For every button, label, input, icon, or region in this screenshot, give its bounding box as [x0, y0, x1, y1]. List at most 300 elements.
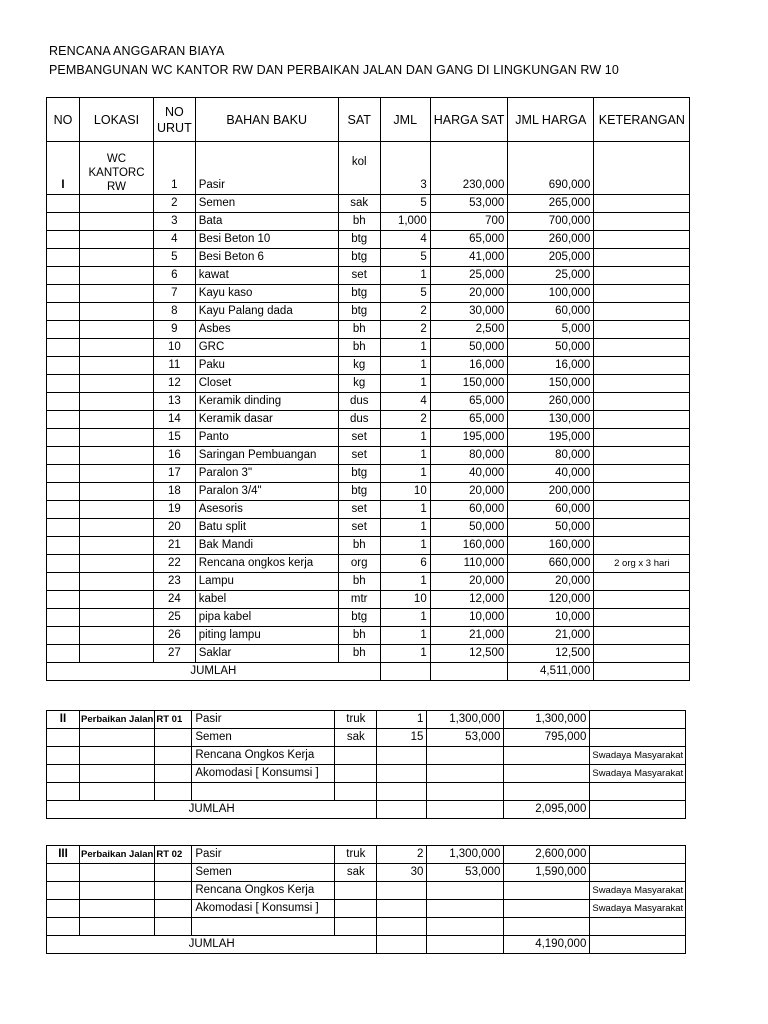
quantity-cell: [377, 765, 427, 783]
unit-cell: sak: [338, 195, 380, 213]
section-number: [47, 900, 80, 918]
section-number: [47, 231, 80, 249]
table-row: [47, 864, 686, 882]
material-name: Kayu Palang dada: [195, 303, 338, 321]
rt-cell: [155, 765, 192, 783]
note-cell: [594, 375, 690, 393]
row-number: 19: [154, 501, 196, 519]
quantity-cell: 1: [380, 519, 430, 537]
note-cell: [594, 357, 690, 375]
total-price-cell: 25,000: [508, 267, 594, 285]
section-number: [47, 393, 80, 411]
location-cell: [80, 483, 154, 501]
total-price-cell: 195,000: [508, 429, 594, 447]
section-number: [47, 213, 80, 231]
unit-price-cell: 230,000: [430, 142, 508, 195]
quantity-cell: [377, 882, 427, 900]
section-number: [47, 519, 80, 537]
section-number: [47, 573, 80, 591]
note-cell: [594, 195, 690, 213]
note-cell: [594, 393, 690, 411]
note-cell: [594, 609, 690, 627]
total-empty: [430, 663, 508, 681]
quantity-cell: 1: [380, 573, 430, 591]
unit-cell: bh: [338, 321, 380, 339]
section-number: [47, 645, 80, 663]
material-name: Paralon 3/4": [195, 483, 338, 501]
row-number: 23: [154, 573, 196, 591]
section-number: [47, 747, 80, 765]
header-sat: SAT: [338, 98, 380, 142]
unit-cell: set: [338, 519, 380, 537]
location-cell: [80, 267, 154, 285]
section-number: [47, 537, 80, 555]
location-cell: [80, 573, 154, 591]
total-empty: [590, 936, 686, 954]
rt-cell: [155, 882, 192, 900]
unit-price-cell: 110,000: [430, 555, 508, 573]
section-number: III: [47, 846, 80, 864]
row-number: 14: [154, 411, 196, 429]
material-name: Akomodasi [ Konsumsi ]: [192, 765, 335, 783]
table-row: [47, 846, 686, 864]
budget-table-wc: [46, 97, 690, 681]
row-number: 1: [154, 142, 196, 195]
section-number: [47, 765, 80, 783]
location-cell: [80, 537, 154, 555]
unit-price-cell: 65,000: [430, 393, 508, 411]
empty-cell: [335, 918, 377, 936]
quantity-cell: 2: [377, 846, 427, 864]
header-no: NO: [47, 98, 80, 142]
total-price-cell: 260,000: [508, 231, 594, 249]
location-cell: [80, 882, 155, 900]
note-cell: [594, 411, 690, 429]
material-name: pipa kabel: [195, 609, 338, 627]
section-number: [47, 303, 80, 321]
section-number: [47, 627, 80, 645]
quantity-cell: 1: [380, 537, 430, 555]
row-number: 2: [154, 195, 196, 213]
quantity-cell: 1: [380, 645, 430, 663]
total-row: [47, 801, 686, 819]
material-name: Bata: [195, 213, 338, 231]
section-number: [47, 285, 80, 303]
header-lokasi: LOKASI: [80, 98, 154, 142]
row-number: 5: [154, 249, 196, 267]
total-price-cell: 2,600,000: [504, 846, 590, 864]
table-row: [47, 645, 690, 663]
location-cell: [80, 864, 155, 882]
unit-price-cell: 12,500: [430, 645, 508, 663]
table-row: [47, 267, 690, 285]
total-price-cell: 260,000: [508, 393, 594, 411]
unit-cell: kg: [338, 375, 380, 393]
unit-cell: btg: [338, 483, 380, 501]
empty-cell: [590, 918, 686, 936]
location-cell: [80, 627, 154, 645]
table-row: [47, 249, 690, 267]
empty-cell: [47, 918, 80, 936]
unit-cell: btg: [338, 609, 380, 627]
row-number: 21: [154, 537, 196, 555]
quantity-cell: 1: [377, 711, 427, 729]
unit-cell: sak: [335, 729, 377, 747]
unit-cell: set: [338, 447, 380, 465]
quantity-cell: 10: [380, 483, 430, 501]
material-name: Pasir: [195, 142, 338, 195]
material-name: GRC: [195, 339, 338, 357]
empty-cell: [155, 918, 192, 936]
note-cell: [594, 231, 690, 249]
table-row: [47, 357, 690, 375]
budget-table-road-rt01: [46, 710, 686, 819]
section-number: [47, 249, 80, 267]
quantity-cell: 4: [380, 231, 430, 249]
unit-price-cell: 160,000: [430, 537, 508, 555]
location-cell: [80, 501, 154, 519]
section-number: [47, 321, 80, 339]
location-cell: [80, 519, 154, 537]
total-price-cell: 690,000: [508, 142, 594, 195]
empty-cell: [377, 918, 427, 936]
note-cell: [594, 645, 690, 663]
note-cell: [594, 501, 690, 519]
note-cell: [590, 711, 686, 729]
unit-cell: [335, 882, 377, 900]
section-number: [47, 882, 80, 900]
table-row: [47, 483, 690, 501]
section-number: [47, 411, 80, 429]
total-price-cell: 10,000: [508, 609, 594, 627]
total-price-cell: 795,000: [504, 729, 590, 747]
empty-cell: [192, 783, 335, 801]
table-row: [47, 375, 690, 393]
table-row: [47, 447, 690, 465]
material-name: Lampu: [195, 573, 338, 591]
location-cell: [80, 465, 154, 483]
quantity-cell: 1: [380, 339, 430, 357]
unit-price-cell: 41,000: [430, 249, 508, 267]
row-number: 18: [154, 483, 196, 501]
table-row: [47, 609, 690, 627]
location-cell: [80, 195, 154, 213]
location-cell: [80, 447, 154, 465]
unit-cell: kg: [338, 357, 380, 375]
row-number: 6: [154, 267, 196, 285]
note-cell: [594, 142, 690, 195]
section-number: [47, 609, 80, 627]
row-number: 11: [154, 357, 196, 375]
unit-cell: org: [338, 555, 380, 573]
table-row: [47, 573, 690, 591]
unit-cell: btg: [338, 249, 380, 267]
quantity-cell: 1: [380, 429, 430, 447]
unit-price-cell: 20,000: [430, 285, 508, 303]
material-name: Akomodasi [ Konsumsi ]: [192, 900, 335, 918]
total-empty: [427, 801, 504, 819]
unit-price-cell: 12,000: [430, 591, 508, 609]
quantity-cell: 1: [380, 627, 430, 645]
unit-price-cell: 20,000: [430, 573, 508, 591]
total-empty: [427, 936, 504, 954]
header-jml: JML: [380, 98, 430, 142]
rt-cell: [155, 747, 192, 765]
note-cell: Swadaya Masyarakat: [590, 747, 686, 765]
section-number: [47, 357, 80, 375]
note-cell: [594, 339, 690, 357]
quantity-cell: 1: [380, 375, 430, 393]
unit-price-cell: 50,000: [430, 519, 508, 537]
material-name: Semen: [192, 729, 335, 747]
location-cell: [80, 339, 154, 357]
header-keterangan: KETERANGAN: [594, 98, 690, 142]
location-cell: [80, 591, 154, 609]
unit-cell: bh: [338, 627, 380, 645]
total-price-cell: 60,000: [508, 303, 594, 321]
row-number: 16: [154, 447, 196, 465]
total-price-cell: [504, 747, 590, 765]
quantity-cell: [377, 747, 427, 765]
unit-cell: [335, 747, 377, 765]
total-empty: [377, 936, 427, 954]
note-cell: [594, 267, 690, 285]
total-price-cell: 16,000: [508, 357, 594, 375]
note-cell: [594, 429, 690, 447]
total-price-cell: 160,000: [508, 537, 594, 555]
unit-cell: truk: [335, 711, 377, 729]
note-cell: [594, 285, 690, 303]
table-row: [47, 900, 686, 918]
unit-price-cell: 65,000: [430, 231, 508, 249]
row-number: 12: [154, 375, 196, 393]
table-row: [47, 519, 690, 537]
location-cell: [80, 285, 154, 303]
note-cell: [594, 573, 690, 591]
unit-price-cell: 53,000: [427, 864, 504, 882]
quantity-cell: 1: [380, 447, 430, 465]
table-row: [47, 321, 690, 339]
quantity-cell: [377, 900, 427, 918]
location-cell: [80, 393, 154, 411]
location-cell: [80, 213, 154, 231]
material-name: Pasir: [192, 846, 335, 864]
row-number: 25: [154, 609, 196, 627]
note-cell: [594, 537, 690, 555]
unit-price-cell: [427, 882, 504, 900]
unit-cell: btg: [338, 465, 380, 483]
quantity-cell: 6: [380, 555, 430, 573]
quantity-cell: 3: [380, 142, 430, 195]
total-price-cell: [504, 882, 590, 900]
rt-cell: [155, 729, 192, 747]
unit-cell: truk: [335, 846, 377, 864]
quantity-cell: 1: [380, 501, 430, 519]
unit-cell: bh: [338, 339, 380, 357]
section-number: [47, 339, 80, 357]
row-number: 27: [154, 645, 196, 663]
unit-price-cell: 16,000: [430, 357, 508, 375]
material-name: Besi Beton 6: [195, 249, 338, 267]
note-cell: [594, 483, 690, 501]
section-number: [47, 195, 80, 213]
total-price-cell: 130,000: [508, 411, 594, 429]
empty-cell: [427, 918, 504, 936]
quantity-cell: 2: [380, 411, 430, 429]
section-number: [47, 501, 80, 519]
unit-price-cell: [427, 765, 504, 783]
quantity-cell: 1: [380, 465, 430, 483]
table-row: [47, 195, 690, 213]
budget-table-road-rt02: [46, 845, 686, 954]
quantity-cell: 30: [377, 864, 427, 882]
section-number: [47, 447, 80, 465]
quantity-cell: 2: [380, 303, 430, 321]
section-number: II: [47, 711, 80, 729]
total-price-cell: 1,300,000: [504, 711, 590, 729]
header-bahan-baku: BAHAN BAKU: [195, 98, 338, 142]
table-row: [47, 285, 690, 303]
material-name: Rencana Ongkos Kerja: [192, 747, 335, 765]
material-name: Panto: [195, 429, 338, 447]
location-cell: WC KANTORC RW: [80, 142, 154, 195]
note-cell: [590, 729, 686, 747]
material-name: Asesoris: [195, 501, 338, 519]
unit-price-cell: [427, 747, 504, 765]
total-empty: [594, 663, 690, 681]
material-name: Semen: [192, 864, 335, 882]
total-price-cell: 50,000: [508, 519, 594, 537]
total-row: [47, 936, 686, 954]
note-cell: [590, 864, 686, 882]
total-price-cell: 205,000: [508, 249, 594, 267]
row-number: 17: [154, 465, 196, 483]
unit-cell: kol: [338, 142, 380, 195]
note-cell: [594, 519, 690, 537]
table-row: [47, 429, 690, 447]
material-name: Rencana ongkos kerja: [195, 555, 338, 573]
quantity-cell: 15: [377, 729, 427, 747]
unit-cell: bh: [338, 213, 380, 231]
note-cell: [594, 249, 690, 267]
section-number: [47, 267, 80, 285]
section-number: [47, 429, 80, 447]
location-cell: [80, 231, 154, 249]
total-label: JUMLAH: [47, 936, 377, 954]
material-name: Kayu kaso: [195, 285, 338, 303]
unit-price-cell: 150,000: [430, 375, 508, 393]
location-cell: [80, 747, 155, 765]
unit-price-cell: 50,000: [430, 339, 508, 357]
empty-cell: [47, 783, 80, 801]
location-cell: [80, 765, 155, 783]
row-number: 22: [154, 555, 196, 573]
quantity-cell: 4: [380, 393, 430, 411]
material-name: Rencana Ongkos Kerja: [192, 882, 335, 900]
unit-price-cell: 53,000: [430, 195, 508, 213]
header-jml-harga: JML HARGA: [508, 98, 594, 142]
empty-cell: [80, 783, 155, 801]
material-name: Keramik dinding: [195, 393, 338, 411]
note-cell: [590, 846, 686, 864]
total-price-cell: 150,000: [508, 375, 594, 393]
note-cell: [594, 591, 690, 609]
total-empty: [377, 801, 427, 819]
row-number: 26: [154, 627, 196, 645]
row-number: 24: [154, 591, 196, 609]
section-number: [47, 375, 80, 393]
material-name: Closet: [195, 375, 338, 393]
total-price-cell: 1,590,000: [504, 864, 590, 882]
table-row: [47, 747, 686, 765]
unit-price-cell: 21,000: [430, 627, 508, 645]
header-harga-sat: HARGA SAT: [430, 98, 508, 142]
total-price-cell: 700,000: [508, 213, 594, 231]
empty-cell: [155, 783, 192, 801]
material-name: Semen: [195, 195, 338, 213]
material-name: kawat: [195, 267, 338, 285]
empty-row: [47, 918, 686, 936]
empty-cell: [80, 918, 155, 936]
quantity-cell: 1: [380, 609, 430, 627]
total-price-cell: 200,000: [508, 483, 594, 501]
note-cell: Swadaya Masyarakat: [590, 882, 686, 900]
unit-cell: bh: [338, 645, 380, 663]
unit-price-cell: 80,000: [430, 447, 508, 465]
empty-cell: [504, 918, 590, 936]
total-price-cell: 120,000: [508, 591, 594, 609]
section-number: [47, 729, 80, 747]
unit-price-cell: 65,000: [430, 411, 508, 429]
location-cell: [80, 249, 154, 267]
total-price-cell: 60,000: [508, 501, 594, 519]
note-cell: [594, 447, 690, 465]
location-cell: [80, 609, 154, 627]
location-cell: [80, 900, 155, 918]
table-row: [47, 339, 690, 357]
total-label: JUMLAH: [47, 663, 381, 681]
empty-cell: [504, 783, 590, 801]
empty-row: [47, 783, 686, 801]
section-number: [47, 591, 80, 609]
unit-cell: btg: [338, 303, 380, 321]
location-cell: [80, 321, 154, 339]
total-price-cell: [504, 765, 590, 783]
note-cell: 2 org x 3 hari: [594, 555, 690, 573]
location-cell: [80, 357, 154, 375]
material-name: Saklar: [195, 645, 338, 663]
total-price-cell: 40,000: [508, 465, 594, 483]
unit-price-cell: 10,000: [430, 609, 508, 627]
table-row: [47, 711, 686, 729]
note-cell: [594, 627, 690, 645]
unit-cell: dus: [338, 393, 380, 411]
empty-cell: [427, 783, 504, 801]
note-cell: [594, 465, 690, 483]
document-title: RENCANA ANGGARAN BIAYA: [49, 44, 225, 58]
unit-cell: set: [338, 501, 380, 519]
unit-price-cell: 25,000: [430, 267, 508, 285]
table-row: [47, 729, 686, 747]
row-number: 13: [154, 393, 196, 411]
unit-cell: [335, 765, 377, 783]
unit-price-cell: [427, 900, 504, 918]
unit-cell: sak: [335, 864, 377, 882]
material-name: Besi Beton 10: [195, 231, 338, 249]
rt-cell: [155, 900, 192, 918]
material-name: Paralon 3": [195, 465, 338, 483]
unit-price-cell: 60,000: [430, 501, 508, 519]
